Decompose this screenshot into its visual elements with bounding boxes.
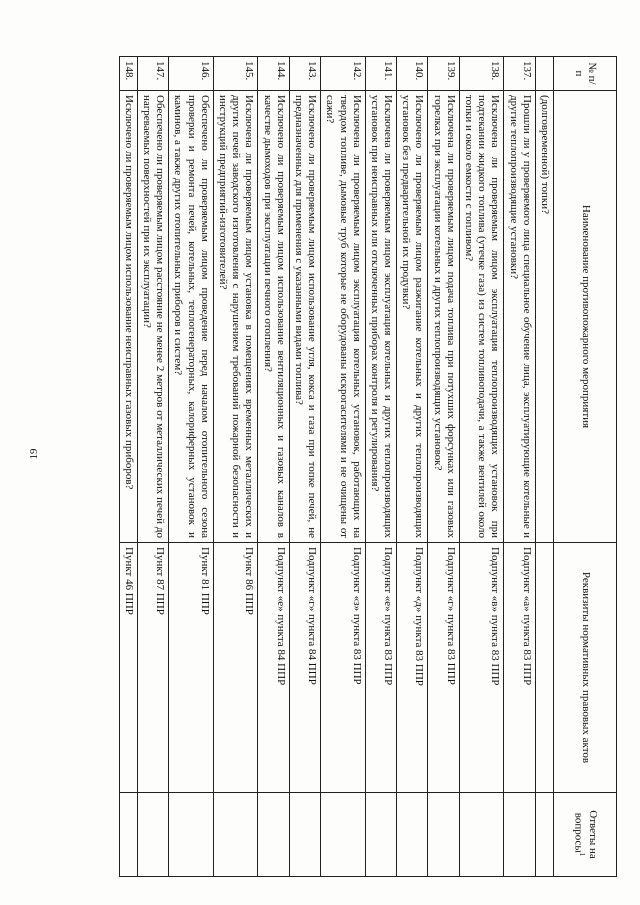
row-measure: Исключено ли проверяемым лицом использование вентиляционных и газовых каналов в качестве дымоходов при эксплуатации печного отопления? [258,91,289,543]
row-number: 141. [365,57,396,91]
row-number: 139. [428,57,459,91]
row-answer [365,793,396,877]
page-number: 19 [28,448,40,460]
table-row [119,57,137,877]
row-number: 140. [397,57,428,91]
row-measure: Исключено ли проверяемым лицом использование угля, кокса и газа при топке печей, не предназначенных для применения с указанными видами топлива? [289,91,320,543]
row-requisites: Пункт 87 ППР [137,543,168,793]
header-answers-label: Ответы на вопросы [572,810,600,859]
table-row [321,57,366,877]
table-header-row [554,57,617,877]
row-number: 142. [321,57,366,91]
row-measure: Исключена ли проверяемым лицом эксплуатация котельных установок, работающих на твердом топливе, дымовые труб которые не оборудованы искрогасителями и не очищены от сажи? [321,91,366,543]
row-answer [289,793,320,877]
row-requisites: Подпункт «а» пункта 83 ППР [504,543,535,793]
row-answer [169,793,214,877]
header-name: Наименование противопожарного мероприятия [554,91,617,543]
row-measure: Прошли ли у проверяемого лица специальное обучение лица, эксплуатирующие котельные и другие теплопроизводящие установки? [504,91,535,543]
row-requisites: Пункт 81 ППР [169,543,214,793]
row-number: 143. [289,57,320,91]
row-requisites: Подпункт «е» пункта 84 ППР [258,543,289,793]
table-row [428,57,459,877]
table-row [504,57,535,877]
table-row [137,57,168,877]
checklist-table [119,56,617,877]
row-answer [321,793,366,877]
row-requisites: Подпункт «г» пункта 83 ППР [428,543,459,793]
row-number: 137. [504,57,535,91]
continuation-row [535,57,553,877]
table-row [258,57,289,877]
table-row [365,57,396,877]
row-measure: Исключено ли проверяемым лицом разжигание котельных и других теплопроизводящих установок без предварительной их продувки? [397,91,428,543]
table-row [289,57,320,877]
row-requisites: Пункт 46 ППР [119,543,137,793]
row-answer [428,793,459,877]
table-row [459,57,504,877]
header-requisites: Реквизиты нормативных правовых актов [554,543,617,793]
row-answer [119,793,137,877]
rotated-table [87,56,617,876]
header-num: № п/п [554,57,617,91]
row-measure: Обеспечено ли проверяемым лицом расстояние не менее 2 метров от металлических печей до нагреваемых поверхностей при их эксплуатации? [137,91,168,543]
footnote-marker: 1 [577,852,586,857]
row-number: 144. [258,57,289,91]
row-requisites: Подпункт «в» пункта 83 ППР [459,543,504,793]
row-answer [137,793,168,877]
row-number: 148. [119,57,137,91]
header-answers [554,793,617,877]
row-requisites: Подпункт «г» пункта 84 ППР [289,543,320,793]
row-requisites: Подпункт «е» пункта 83 ППР [365,543,396,793]
row-measure: Исключена ли проверяемым лицом эксплуатация теплопроизводящих установок при подтекании жидкого топлива (утечке газа) из систем топливоподачи, а также вентилей около топки и около емкости с топливом? [459,91,504,543]
row-answer [459,793,504,877]
row-requisites: Подпункт «д» пункта 83 ППР [397,543,428,793]
row-requisites: Подпункт «з» пункта 83 ППР [321,543,366,793]
row-answer [213,793,258,877]
row-measure: Исключена ли проверяемым лицом подача топлива при потухших форсунках или газовых горелках при эксплуатации котельных и других теплопроизводящих установок? [428,91,459,543]
row-requisites: Пункт 86 ППР [213,543,258,793]
row-number: 147. [137,57,168,91]
table-row [397,57,428,877]
row-measure: Исключена ли проверяемым лицом эксплуатация котельных и других теплопроизводящих установок при неисправных или отключенных приборах контроля и регулирования? [365,91,396,543]
continuation-text: (долговременной) топки? [535,91,553,543]
row-number: 146. [169,57,214,91]
table-container [87,56,617,876]
table-row [213,57,258,877]
row-measure: Исключено ли проверяемым лицом использование неисправных газовых приборов? [119,91,137,543]
row-answer [504,793,535,877]
row-answer [258,793,289,877]
row-answer [397,793,428,877]
row-number: 145. [213,57,258,91]
row-number: 138. [459,57,504,91]
row-measure: Обеспечено ли проверяемым лицом проведение перед началом отопительного сезона проверки и ремонта печей, котельных, теплогенераторных, калориферных установок и каминов, а также других отопительных приборов и систем? [169,91,214,543]
table-row [169,57,214,877]
row-measure: Исключена ли проверяемым лицом установка в помещениях временных металлических и других печей заводского изготовления с нарушением требований пожарной безопасности и инструкций предприятий-изготовителей? [213,91,258,543]
